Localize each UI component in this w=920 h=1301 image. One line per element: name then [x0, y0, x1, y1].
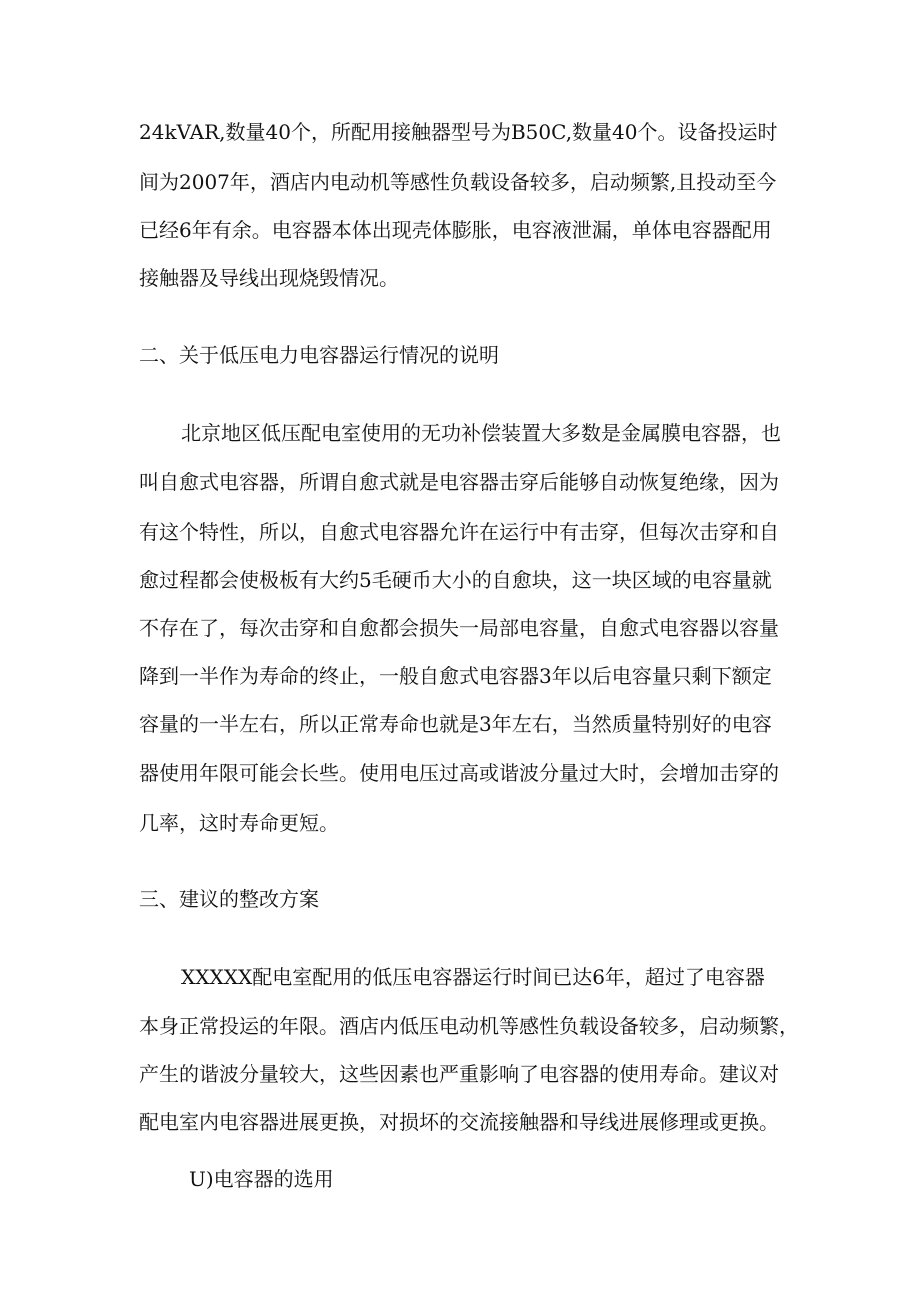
text-line: 配电室内电容器进展更换，对损坏的交流接触器和导线进展修理或更换。	[139, 1110, 779, 1134]
text-line: 降到一半作为寿命的终止，一般自愈式电容器3年以后电容量只剩下额定	[139, 664, 772, 688]
text-line: 已经6年有余。电容器本体出现壳体膨胀，电容液泄漏，单体电容器配用	[139, 218, 772, 242]
text-line: 间为2007年，酒店内电动机等感性负载设备较多，启动频繁,且投动至今	[139, 170, 777, 194]
text-line: 不存在了，每次击穿和自愈都会损失一局部电容量，自愈式电容器以容量	[139, 616, 779, 640]
text-line: 容量的一半左右，所以正常寿命也就是3年左右，当然质量特别好的电容	[139, 712, 772, 736]
text-line: 器使用年限可能会长些。使用电压过高或谐波分量过大时，会增加击穿的	[139, 761, 779, 785]
text-line: 有这个特性，所以，自愈式电容器允许在运行中有击穿，但每次击穿和自	[139, 520, 779, 544]
section-2-heading: 二、关于低压电力电容器运行情况的说明	[139, 343, 499, 367]
section-3-subheading: U)电容器的选用	[189, 1167, 334, 1191]
text-line: 产生的谐波分量较大，这些因素也严重影响了电容器的使用寿命。建议对	[139, 1062, 779, 1086]
text-line: 几率，这时寿命更短。	[139, 811, 339, 835]
text-line: 24kVAR,数量40个，所配用接触器型号为B50C,数量40个。设备投运时	[139, 120, 778, 144]
text-line: 本身正常投运的年限。酒店内低压电动机等感性负载设备较多，启动频繁，	[139, 1014, 799, 1038]
text-line: 叫自愈式电容器，所谓自愈式就是电容器击穿后能够自动恢复绝缘，因为	[139, 470, 779, 494]
text-line: 愈过程都会使极板有大约5毛硬币大小的自愈块，这一块区域的电容量就	[139, 568, 772, 592]
text-line: XXXXX配电室配用的低压电容器运行时间已达6年，超过了电容器	[181, 965, 765, 989]
text-line: 接触器及导线出现烧毁情况。	[139, 266, 399, 290]
section-3-heading: 三、建议的整改方案	[139, 887, 319, 911]
text-line: 北京地区低压配电室使用的无功补偿装置大多数是金属膜电容器，也	[181, 421, 781, 445]
